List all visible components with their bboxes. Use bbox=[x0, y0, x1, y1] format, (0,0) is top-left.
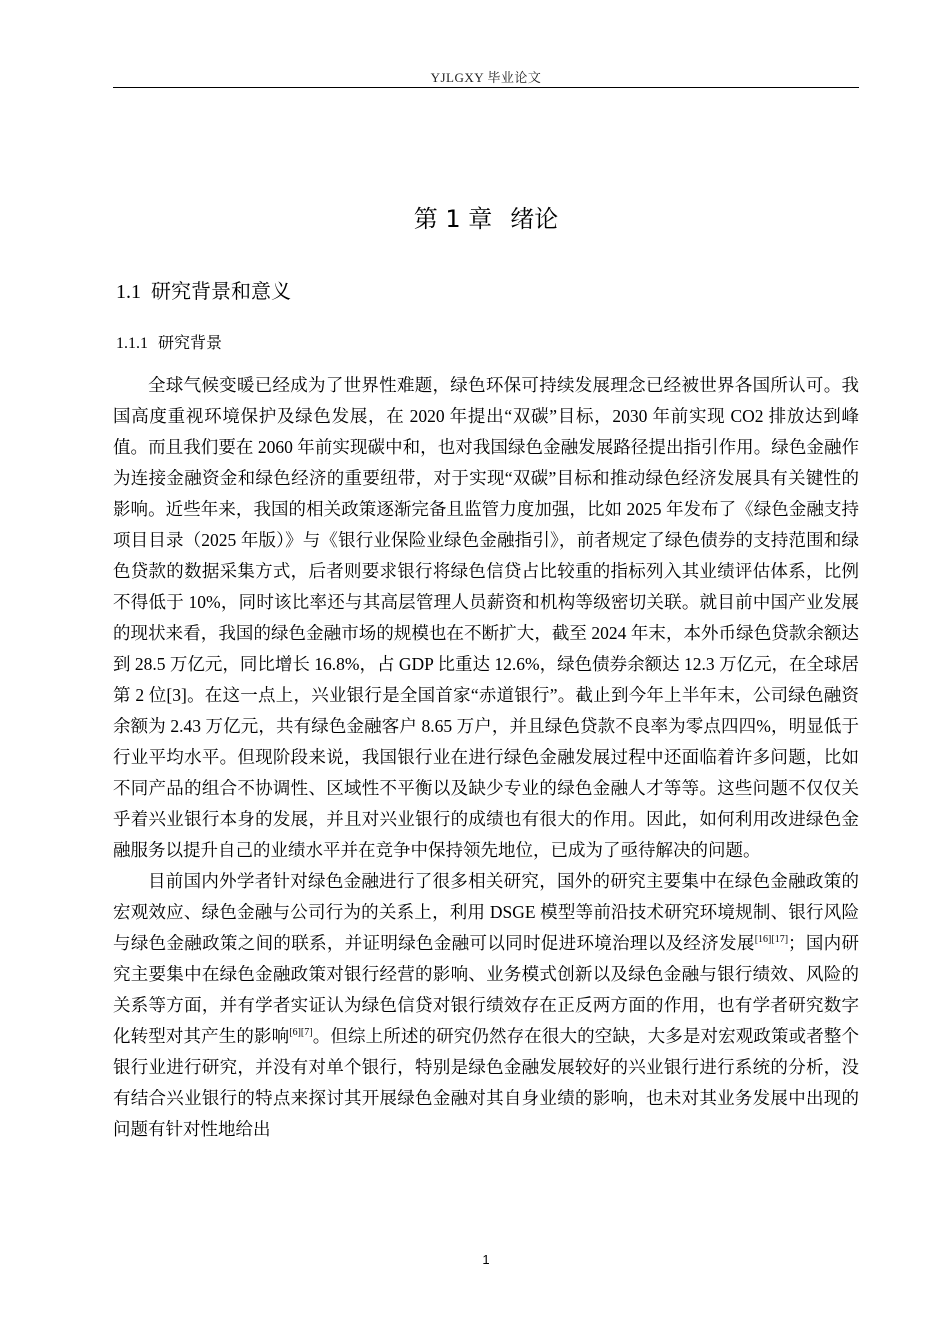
page-number: 1 bbox=[482, 1252, 490, 1267]
chapter-number: 第 1 章 bbox=[413, 205, 493, 233]
subsection-number: 1.1.1 bbox=[116, 335, 148, 352]
paragraph-2-part-2: ；国内研究主要集中在绿色金融政策对银行经营的影响、业务模式创新以及绿色金融与银行绩效、风险的关系等方面，并有学者实证认为绿色信贷对银行绩效存在正反两方面的作用，也有学者研究数字化转型对其产生的影响 bbox=[113, 933, 860, 1046]
body-text bbox=[113, 370, 859, 1145]
running-header: YJLGXY 毕业论文 bbox=[430, 70, 542, 85]
header-rule bbox=[113, 87, 859, 88]
section-heading bbox=[116, 277, 291, 306]
paragraph-2 bbox=[113, 866, 859, 1145]
chapter-title-text: 绪论 bbox=[510, 205, 559, 233]
subsection-title: 研究背景 bbox=[158, 333, 223, 352]
paragraph-2-part-1: 目前国内外学者针对绿色金融进行了很多相关研究，国外的研究主要集中在绿色金融政策的宏观效应、绿色金融与公司行为的关系上，利用 DSGE 模型等前沿技术研究环境规制、银行风险与绿色金融政策之间的联系，并证明绿色金融可以同时促进环境治理以及经济发展 bbox=[113, 871, 859, 953]
chapter-title bbox=[113, 203, 859, 235]
citation-16-17: [16][17] bbox=[754, 934, 789, 946]
subsection-heading bbox=[116, 331, 222, 356]
paragraph-1: 全球气候变暖已经成为了世界性难题，绿色环保可持续发展理念已经被世界各国所认可。我国高度重视环境保护及绿色发展，在 2020 年提出“双碳”目标，2030 年前实现 CO2 排放达到峰值。而且我们要在 2060 年前实现碳中和，也对我国绿色金融发展路径提出指引作用。绿色金融作为连接金融资金和绿色经济的重要纽带，对于实现“双碳”目标和推动绿色经济发展具有关键性的影响。近些年来，我国的相关政策逐渐完备且监管力度加强，比如 2025 年发布了《绿色金融支持项目目录（2025 年版）》与《银行业保险业绿色金融指引》，前者规定了绿色债券的支持范围和绿色贷款的数据采集方式，后者则要求银行将绿色信贷占比较重的指标列入其业绩评估体系，比例不得低于 10%，同时该比率还与其高层管理人员薪资和机构等级密切关联。就目前中国产业发展的现状来看，我国的绿色金融市场的规模也在不断扩大，截至 2024 年末，本外币绿色贷款余额达到 28.5 万亿元，同比增长 16.8%，占 GDP 比重达 12.6%，绿色债券余额达 12.3 万亿元，在全球居第 2 位[3]。在这一点上，兴业银行是全国首家“赤道银行”。截止到今年上半年末，公司绿色融资余额为 2.43 万亿元，共有绿色金融客户 8.65 万户，并且绿色贷款不良率为零点四四%，明显低于行业平均水平。但现阶段来说，我国银行业在进行绿色金融发展过程中还面临着许多问题，比如不同产品的组合不协调性、区域性不平衡以及缺少专业的绿色金融人才等等。这些问题不仅仅关乎着兴业银行本身的发展，并且对兴业银行的成绩也有很大的作用。因此，如何利用改进绿色金融服务以提升自己的业绩水平并在竞争中保持领先地位，已成为了亟待解决的问题。 bbox=[113, 375, 860, 860]
section-title: 研究背景和意义 bbox=[151, 279, 291, 303]
paragraph-2-part-3: 。但综上所述的研究仍然存在很大的空缺，大多是对宏观政策或者整个银行业进行研究，并没有对单个银行，特别是绿色金融发展较好的兴业银行进行系统的分析，没有结合兴业银行的特点来探讨其开展绿色金融对其自身业绩的影响，也未对其业务发展中出现的问题有针对性地给出 bbox=[113, 1026, 860, 1139]
citation-6-7: [6][7] bbox=[289, 1027, 313, 1039]
section-number: 1.1 bbox=[116, 281, 141, 303]
